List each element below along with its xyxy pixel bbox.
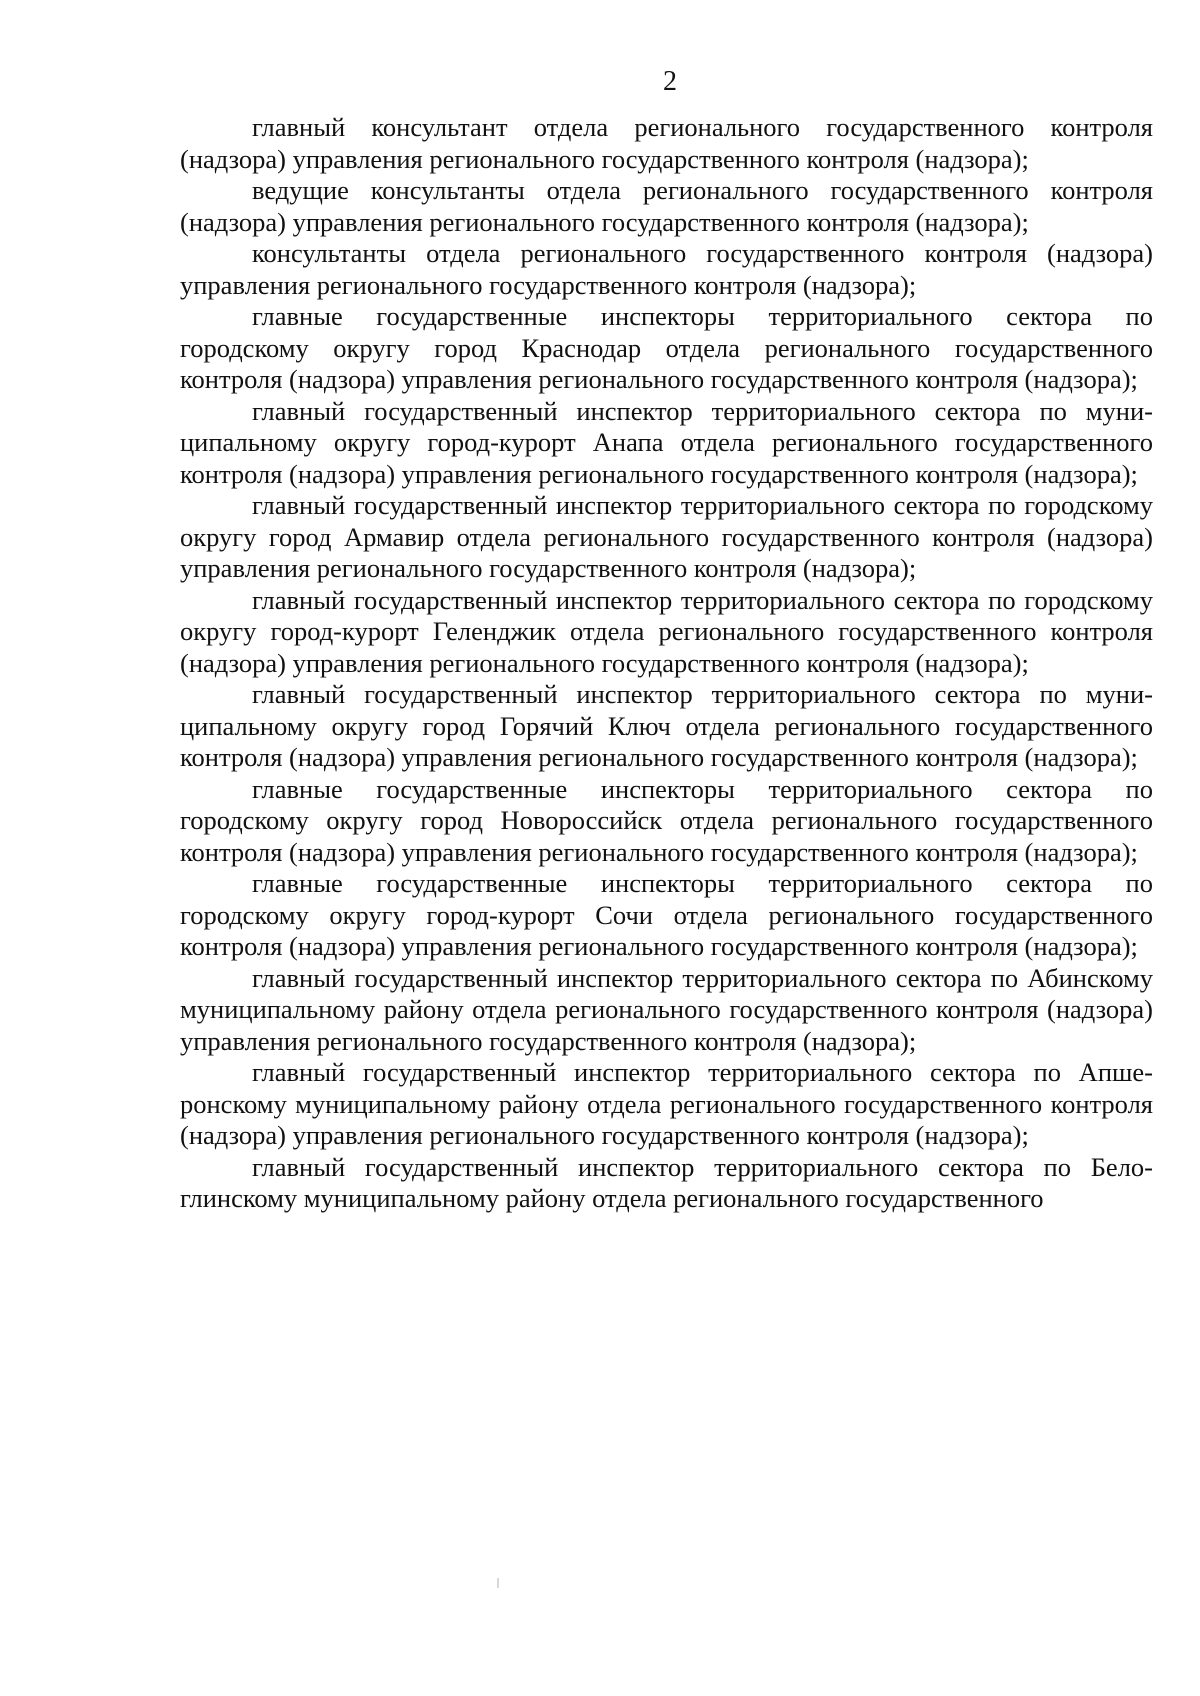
paragraph: главный государственный инспектор территориального сектора по Белоглинскому муниципальному району отдела регионального государственного [180, 1151, 1153, 1213]
paragraph: главный государственный инспектор территориального сектора по Абинскому муниципальному району отдела регионального государственного контроля (надзора) управления регионального государственного контроля (надзора); [180, 962, 1153, 1056]
paragraph: главные государственные инспекторы территориального сектора по городскому округу город Краснодар отдела регионального государственного контроля (надзора) управления регионального государственного контроля (надзора); [180, 301, 1153, 394]
page-number: 2 [663, 66, 677, 97]
document-body [180, 112, 1153, 1215]
paragraph: главный государственный инспектор территориального сектора по городскому округу город-курорт Геленджик отдела регионального государственного контроля (надзора) управления регионального государственного контроля (надзора); [180, 584, 1153, 678]
scan-mark [497, 1578, 499, 1588]
paragraph: ведущие консультанты отдела регионального государственного контроля (надзора) управления регионального государственного контроля (надзора); [180, 175, 1153, 237]
paragraph: главный государственный инспектор территориального сектора по городскому округу город Армавир отдела регионального государственного контроля (надзора) управления регионального государственного контроля (надзора); [180, 490, 1153, 583]
paragraph: главный государственный инспектор территориального сектора по муниципальному округу город Горячий Ключ отдела регионального государственного контроля (надзора) управления регионального государственного контроля (надзора); [180, 679, 1153, 772]
paragraph: главные государственные инспекторы территориального сектора по городскому округу город Новороссийск отдела регионального государственного контроля (надзора) управления регионального государственного контроля (надзора); [180, 773, 1153, 867]
paragraph: главный консультант отдела регионального государственного контроля (надзора) управления регионального государственного контроля (надзора); [180, 112, 1153, 174]
paragraph: главный государственный инспектор территориального сектора по Апшеронскому муниципальному району отдела регионального государственного контроля (надзора) управления регионального государственного контроля (надзора); [180, 1057, 1153, 1150]
paragraph: главный государственный инспектор территориального сектора по муниципальному округу город-курорт Анапа отдела регионального государственного контроля (надзора) управления регионального государственного контроля (надзора); [180, 395, 1153, 489]
paragraph: консультанты отдела регионального государственного контроля (надзора) управления регионального государственного контроля (надзора); [180, 238, 1153, 300]
paragraph: главные государственные инспекторы территориального сектора по городскому округу город-курорт Сочи отдела регионального государственного контроля (надзора) управления регионального государственного контроля (надзора); [180, 868, 1153, 961]
